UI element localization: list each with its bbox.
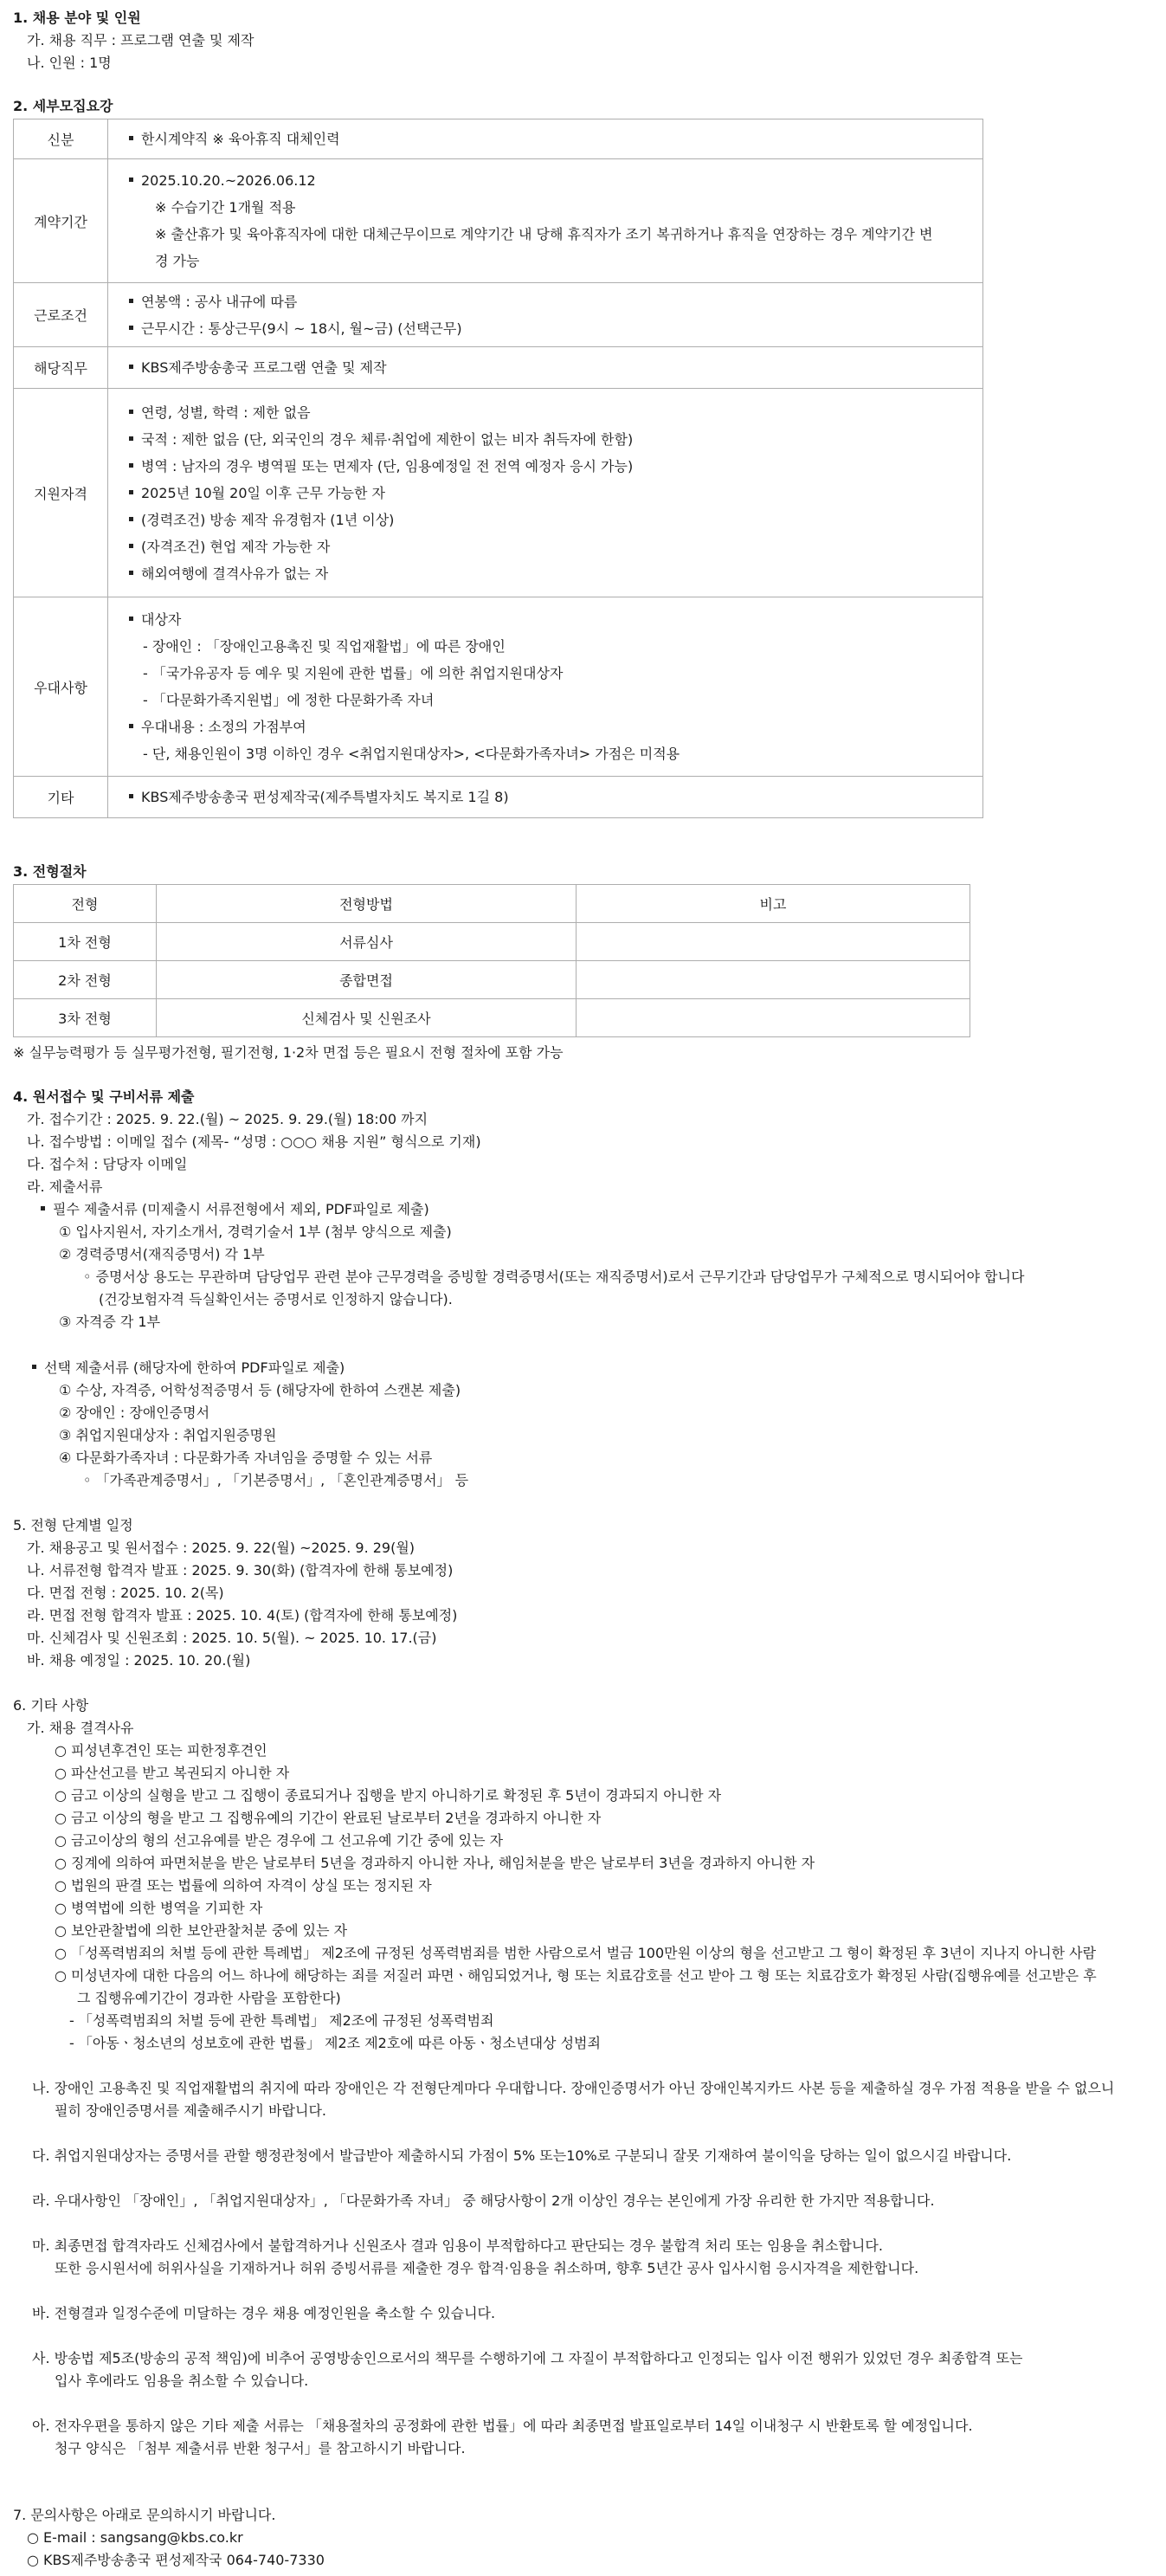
table-cell [577,961,970,999]
row-header: 신분 [14,119,108,159]
disqualification-item: ○ 금고 이상의 실형을 받고 그 집행이 종료되거나 집행을 받지 아니하기로 확정된 후 5년이 경과되지 아니한 자 [55,1787,722,1804]
list-item: 해외여행에 결격사유가 없는 자 [129,560,982,587]
table-row [14,777,983,818]
row-header: 우대사항 [14,597,108,777]
section-2-title: 2. 세부모집요강 [13,98,113,114]
table-row [14,597,983,777]
optional-documents-head: 선택 제출서류 (해당자에 한하여 PDF파일로 제출) [32,1359,345,1377]
disqualification-item: ○ 미성년자에 대한 다음의 어느 하나에 해당하는 죄를 저질러 파면ㆍ해임되었거나, 형 또는 치료감호를 선고 받아 그 형 또는 치료감호가 확정된 사람(집행유예를 선고받은 후 [55,1967,1097,1984]
table-header-row [14,885,970,923]
disqualification-title: 가. 채용 결격사유 [27,1720,134,1736]
disqualification-item: ○ 징계에 의하여 파면처분을 받은 날로부터 5년을 경과하지 아니한 자나, 해임처분을 받은 날로부터 3년을 경과하지 아니한 자 [55,1855,815,1871]
table-cell [577,999,970,1037]
disqualification-item: ○ 피성년후견인 또는 피한정후견인 [55,1742,267,1759]
section-6-title: 6. 기타 사항 [13,1697,89,1714]
schedule-item: 마. 신체검사 및 신원조회 : 2025. 10. 5(월). ~ 2025. 10. 17.(금) [27,1630,437,1646]
recruitment-details-table [13,119,983,818]
list-item: 2025년 10월 20일 이후 근무 가능한 자 [129,480,982,507]
row-header: 기타 [14,777,108,818]
row-header: 계약기간 [14,159,108,283]
list-item: ② 경력증명서(재직증명서) 각 1부 [59,1246,265,1262]
list-item: - 「다문화가족지원법」에 정한 다문화가족 자녀 [143,692,435,708]
row-content [108,777,983,818]
list-item: 대상자 [129,606,982,633]
section-4-title: 4. 원서접수 및 구비서류 제출 [13,1088,195,1105]
row-header: 지원자격 [14,389,108,597]
disqualification-item: ○ 병역법에 의한 병역을 기피한 자 [55,1900,263,1916]
table-row [14,159,983,283]
application-method: 나. 접수방법 : 이메일 접수 (제목- “성명 : ○○○ 채용 지원” 형식으로 기재) [27,1133,481,1150]
section-5-title: 5. 전형 단계별 일정 [13,1517,133,1533]
note-sa-cont: 입사 후에라도 임용을 취소할 수 있습니다. [55,2373,309,2389]
column-header: 전형 [14,885,157,923]
list-item: KBS제주방송총국 프로그램 연출 및 제작 [129,354,982,381]
list-item: ④ 다문화가족자녀 : 다문화가족 자녀임을 증명할 수 있는 서류 [59,1449,433,1466]
row-header: 근로조건 [14,283,108,347]
table-cell: 2차 전형 [14,961,157,999]
note-ma: 마. 최종면접 합격자라도 신체검사에서 불합격하거나 신원조사 결과 임용이 부적합하다고 판단되는 경우 불합격 처리 또는 임용을 취소합니다. [32,2237,883,2254]
list-item: ③ 취업지원대상자 : 취업지원증명원 [59,1427,277,1443]
list-item: 한시계약직 ※ 육아휴직 대체인력 [129,126,982,152]
list-item: 근무시간 : 통상근무(9시 ~ 18시, 월~금) (선택근무) [129,315,982,342]
table-cell: 종합면접 [157,961,577,999]
list-item: 국적 : 제한 없음 (단, 외국인의 경우 체류·취업에 제한이 없는 비자 취득자에 한함) [129,426,982,453]
section-3-title: 3. 전형절차 [13,863,87,880]
note-da: 다. 취업지원대상자는 증명서를 관할 행정관청에서 발급받아 제출하시되 가점이 5% 또는10%로 구분되니 잘못 기재하여 불이익을 당하는 일이 없으시길 바랍니다. [32,2147,1012,2164]
application-address: 다. 접수처 : 담당자 이메일 [27,1156,188,1172]
contact-email[interactable]: ○ E-mail : sangsang@kbs.co.kr [27,2529,243,2546]
section-1-title: 1. 채용 분야 및 인원 [13,10,141,26]
list-item: (경력조건) 방송 제작 유경험자 (1년 이상) [129,507,982,533]
table-cell: 3차 전형 [14,999,157,1037]
note-ra: 라. 우대사항인 「장애인」, 「취업지원대상자」, 「다문화가족 자녀」 중 해당사항이 2개 이상인 경우는 본인에게 가장 유리한 한 가지만 적용합니다. [32,2192,935,2209]
note-a: 아. 전자우편을 통하지 않은 기타 제출 서류는 「채용절차의 공정화에 관한 법률」에 따라 최종면접 발표일로부터 14일 이내청구 시 반환토록 할 예정입니다. [32,2418,973,2434]
selection-process-table [13,884,970,1037]
column-header: 전형방법 [157,885,577,923]
list-item: ① 입사지원서, 자기소개서, 경력기술서 1부 (첨부 양식으로 제출) [59,1223,452,1240]
list-item: ② 장애인 : 장애인증명서 [59,1404,210,1421]
contact-phone: ○ KBS제주방송총국 편성제작국 064-740-7330 [27,2552,325,2568]
table-cell [577,923,970,961]
note-na: 나. 장애인 고용촉진 및 직업재활법의 취지에 따라 장애인은 각 전형단계마다 우대합니다. 장애인증명서가 아닌 장애인복지카드 사본 등을 제출하실 경우 가점 적용을 받을 수 없으니 [32,2080,1115,2096]
application-period: 가. 접수기간 : 2025. 9. 22.(월) ~ 2025. 9. 29.(월) 18:00 까지 [27,1111,428,1127]
row-header: 해당직무 [14,347,108,389]
column-header: 비고 [577,885,970,923]
list-item-note: (건강보험자격 득실확인서는 증명서로 인정하지 않습니다). [99,1291,453,1307]
schedule-item: 나. 서류전형 합격자 발표 : 2025. 9. 30(화) (합격자에 한해 통보예정) [27,1562,454,1579]
table-row [14,961,970,999]
table-row [14,119,983,159]
list-item: - 단, 채용인원이 3명 이하인 경우 <취업지원대상자>, <다문화가족자녀> 가점은 미적용 [143,746,680,762]
row-content [108,283,983,347]
section-7-title: 7. 문의사항은 아래로 문의하시기 바랍니다. [13,2507,276,2523]
list-item: - 장애인 : 「장애인고용촉진 및 직업재활법」에 따른 장애인 [143,638,506,655]
disqualification-subitem: - 「아동ㆍ청소년의 성보호에 관한 법률」 제2조 제2호에 따른 아동ㆍ청소년대상 성범죄 [69,2035,601,2051]
list-item: KBS제주방송총국 편성제작국(제주특별자치도 복지로 1길 8) [129,784,982,810]
schedule-item: 다. 면접 전형 : 2025. 10. 2(목) [27,1585,224,1601]
section-1-item: 나. 인원 : 1명 [27,55,112,71]
disqualification-item-cont: 그 집행유예기간이 경과한 사람을 포함한다) [77,1990,341,2006]
disqualification-item: ○ 「성폭력범죄의 처벌 등에 관한 특례법」 제2조에 규정된 성폭력범죄를 범한 사람으로서 벌금 100만원 이상의 형을 선고받고 그 형이 확정된 후 3년이 지나지 아니한 사람 [55,1945,1097,1961]
table-row [14,999,970,1037]
list-item: 병역 : 남자의 경우 병역필 또는 면제자 (단, 임용예정일 전 전역 예정자 응시 가능) [129,453,982,480]
section-1-item: 가. 채용 직무 : 프로그램 연출 및 제작 [27,32,254,48]
table-row [14,389,983,597]
list-item: (자격조건) 현업 제작 가능한 자 [129,533,982,560]
table-cell: 1차 전형 [14,923,157,961]
disqualification-item: ○ 금고이상의 형의 선고유예를 받은 경우에 그 선고유예 기간 중에 있는 자 [55,1832,504,1849]
list-item-note: ◦ 증명서상 용도는 무관하며 담당업무 관련 분야 근무경력을 증빙할 경력증명서(또는 재직증명서)로서 근무기간과 담당업무가 구체적으로 명시되어야 합니다 [83,1269,1025,1285]
row-content [108,597,983,777]
row-content [108,347,983,389]
table-row [14,283,983,347]
list-item-note: ◦ 「가족관계증명서」, 「기본증명서」, 「혼인관계증명서」 등 [83,1472,469,1488]
note-sa: 사. 방송법 제5조(방송의 공적 책임)에 비추어 공영방송인으로서의 책무를 수행하기에 그 자질이 부적합하다고 인정되는 입사 이전 행위가 있었던 경우 최종합격 또는 [32,2350,1023,2366]
note-na-cont: 필히 장애인증명서를 제출해주시기 바랍니다. [55,2102,327,2119]
note-ma-cont: 또한 응시원서에 허위사실을 기재하거나 허위 증빙서류를 제출한 경우 합격·임용을 취소하며, 향후 5년간 공사 입사시험 응시자격을 제한합니다. [55,2260,919,2276]
list-item: ※ 수습기간 1개월 적용 [155,199,296,216]
note-ba: 바. 전형결과 일정수준에 미달하는 경우 채용 예정인원을 축소할 수 있습니다. [32,2305,496,2321]
list-item: 우대내용 : 소정의 가점부여 [129,713,982,740]
schedule-item: 라. 면접 전형 합격자 발표 : 2025. 10. 4(토) (합격자에 한해 통보예정) [27,1607,458,1624]
list-item: ① 수상, 자격증, 어학성적증명서 등 (해당자에 한하여 스캔본 제출) [59,1382,461,1398]
required-documents-title: 라. 제출서류 [27,1178,103,1195]
table-cell: 서류심사 [157,923,577,961]
row-content [108,159,983,283]
list-item: 연령, 성별, 학력 : 제한 없음 [129,399,982,426]
list-item: - 「국가유공자 등 예우 및 지원에 관한 법률」에 의한 취업지원대상자 [143,665,564,681]
list-item: ※ 출산휴가 및 육아휴직자에 대한 대체근무이므로 계약기간 내 당해 휴직자가 조기 복귀하거나 휴직을 연장하는 경우 계약기간 변경 가능 [155,226,933,269]
schedule-item: 바. 채용 예정일 : 2025. 10. 20.(월) [27,1652,251,1669]
selection-note: ※ 실무능력평가 등 실무평가전형, 필기전형, 1·2차 면접 등은 필요시 전형 절차에 포함 가능 [13,1044,564,1061]
note-a-cont: 청구 양식은 「첨부 제출서류 반환 청구서」를 참고하시기 바랍니다. [55,2440,466,2457]
disqualification-item: ○ 법원의 판결 또는 법률에 의하여 자격이 상실 또는 정지된 자 [55,1877,432,1894]
list-item: 연봉액 : 공사 내규에 따름 [129,288,982,315]
table-row [14,347,983,389]
disqualification-subitem: - 「성폭력범죄의 처벌 등에 관한 특례법」 제2조에 규정된 성폭력범죄 [69,2012,494,2029]
schedule-item: 가. 채용공고 및 원서접수 : 2025. 9. 22(월) ~2025. 9. 29(월) [27,1540,416,1556]
table-row [14,923,970,961]
list-item: 2025.10.20.~2026.06.12 [129,167,982,194]
required-documents-head: 필수 제출서류 (미제출시 서류전형에서 제외, PDF파일로 제출) [41,1201,429,1218]
disqualification-item: ○ 파산선고를 받고 복권되지 아니한 자 [55,1765,290,1781]
table-cell: 신체검사 및 신원조사 [157,999,577,1037]
row-content [108,389,983,597]
row-content [108,119,983,159]
disqualification-item: ○ 금고 이상의 형을 받고 그 집행유예의 기간이 완료된 날로부터 2년을 경과하지 아니한 자 [55,1810,602,1826]
disqualification-item: ○ 보안관찰법에 의한 보안관찰처분 중에 있는 자 [55,1922,348,1939]
list-item: ③ 자격증 각 1부 [59,1314,161,1330]
